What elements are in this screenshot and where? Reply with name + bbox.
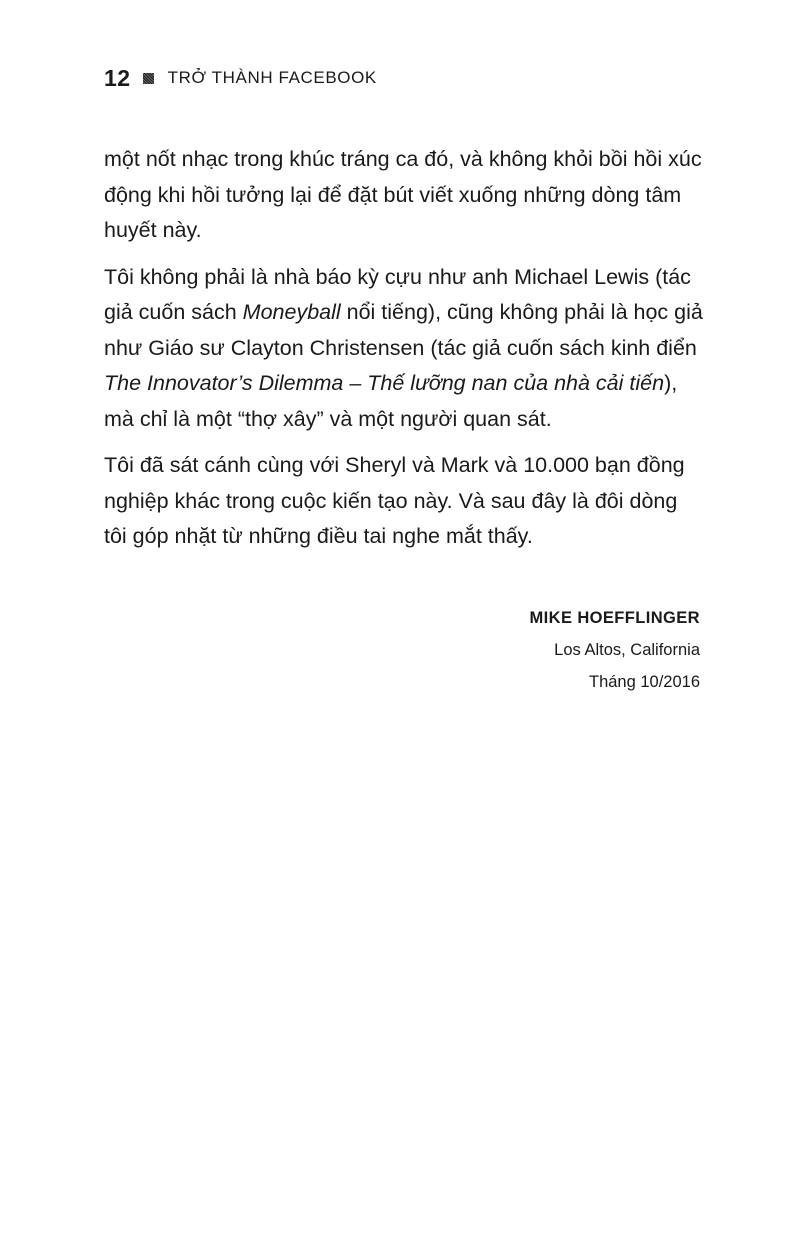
book-title: TRỞ THÀNH FACEBOOK — [167, 68, 377, 87]
italic-title-text: Moneyball — [242, 300, 341, 324]
paragraph-text: nổi tiếng), cũng không phải là học giả như Giáo sư Clayton Christensen (tác giả cuốn sách kinh điển — [104, 300, 703, 360]
author-location: Los Altos, California — [554, 641, 700, 659]
running-header — [104, 62, 377, 94]
body-text — [104, 142, 704, 566]
signature-block — [530, 602, 700, 698]
paragraph-text: Tôi không phải là nhà báo kỳ cựu như anh Michael Lewis (tác giả cuốn sách — [104, 264, 691, 324]
paragraph — [104, 142, 704, 249]
italic-title-text: The Innovator’s Dilemma – Thế lưỡng nan của nhà cải tiến — [104, 371, 665, 395]
square-bullet-icon — [143, 73, 154, 84]
paragraph-text: một nốt nhạc trong khúc tráng ca đó, và không khỏi bồi hồi xúc động khi hồi tưởng lại để đặt bút viết xuống những dòng tâm huyết này. — [104, 147, 702, 242]
paragraph-text: Tôi đã sát cánh cùng với Sheryl và Mark và 10.000 bạn đồng nghiệp khác trong cuộc kiến tạo này. Và sau đây là đôi dòng tôi góp nhặt từ những điều tai nghe mắt thấy. — [104, 453, 685, 548]
paragraph — [104, 448, 704, 555]
signature-date: Tháng 10/2016 — [588, 673, 700, 691]
page-number: 12 — [104, 64, 131, 91]
author-name: MIKE HOEFFLINGER — [529, 609, 700, 627]
paragraph — [104, 260, 704, 438]
paragraph-text: ), mà chỉ là một “thợ xây” và một người quan sát. — [104, 371, 678, 431]
